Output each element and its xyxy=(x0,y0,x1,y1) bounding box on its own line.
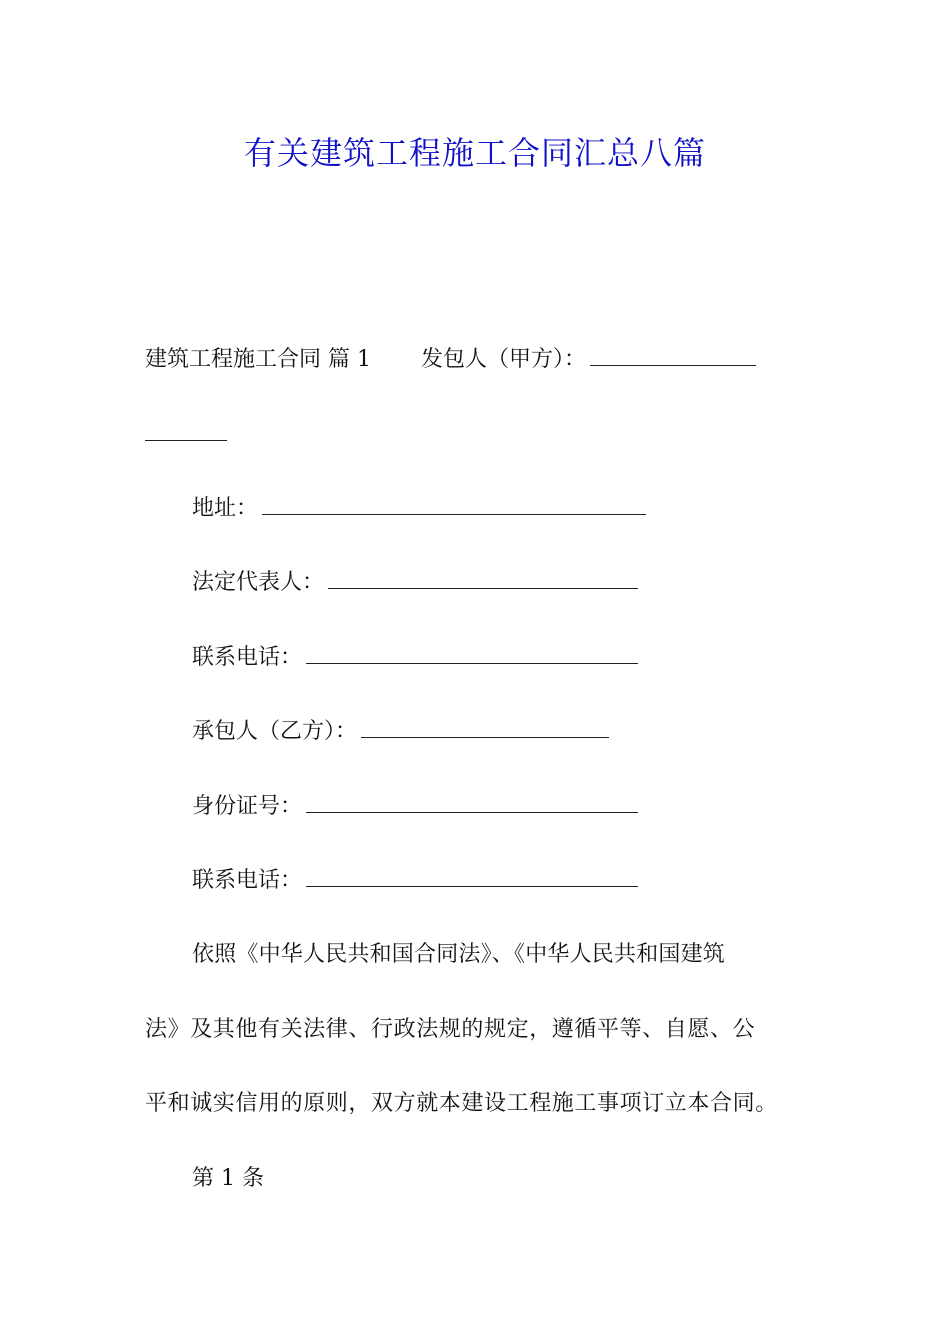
address-blank xyxy=(262,494,646,515)
field-phone-1 xyxy=(192,643,638,673)
field-label: 承包人（乙方）： xyxy=(192,719,358,744)
field-legal-rep xyxy=(192,568,638,598)
employer-blank-continuation xyxy=(145,420,227,450)
field-label: 联系电话： xyxy=(192,868,303,893)
paragraph-line-1: 依照《中华人民共和国合同法》、《中华人民共和国建筑 xyxy=(192,942,726,967)
field-contractor xyxy=(192,717,609,747)
employer-blank xyxy=(590,345,756,366)
phone-1-blank xyxy=(306,643,638,664)
paragraph-line-3: 平和诚实信用的原则，双方就本建设工程施工事项订立本合同。 xyxy=(145,1091,778,1116)
heading-line xyxy=(145,345,756,375)
phone-2-blank xyxy=(306,866,638,887)
field-id-number xyxy=(192,792,638,822)
legal-rep-blank xyxy=(328,568,638,589)
contract-heading: 建筑工程施工合同 篇 1 xyxy=(145,347,371,372)
employer-blank-cont xyxy=(145,420,227,441)
field-address xyxy=(192,494,646,524)
document-title: 有关建筑工程施工合同汇总八篇 xyxy=(243,134,706,172)
field-label: 法定代表人： xyxy=(192,570,325,595)
id-number-blank xyxy=(306,792,638,813)
article-heading: 第 1 条 xyxy=(192,1166,264,1191)
employer-label: 发包人（甲方）： xyxy=(420,347,586,372)
field-phone-2 xyxy=(192,866,638,896)
field-label: 身份证号： xyxy=(192,794,303,819)
field-label: 联系电话： xyxy=(192,645,303,670)
field-label: 地址： xyxy=(192,496,259,521)
contractor-blank xyxy=(361,717,609,738)
paragraph-line-2: 法》及其他有关法律、行政法规的规定，遵循平等、自愿、公 xyxy=(145,1017,756,1042)
